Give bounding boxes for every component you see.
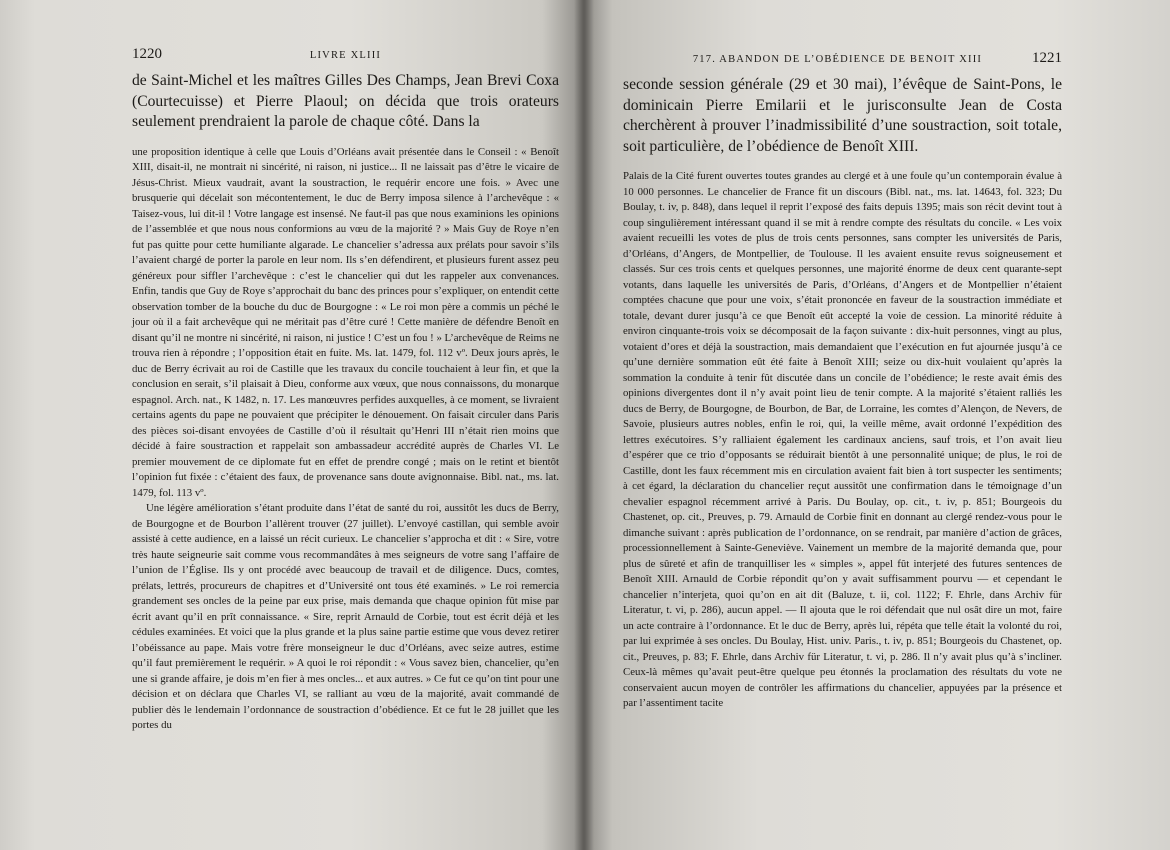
right-footnote: Palais de la Cité furent ouvertes toutes grandes au clergé et à une foule qu’un contemporain évalue à 10 000 personnes. Le chancelier de France fit un discours (Bibl. nat., ms. lat. 14643, fol. 323; Du Boulay, t. iv, p. 848), dans lequel il reprit l’exposé des faits depuis 1395; mais son récit devint tout à coup singulièrement intéressant quand il se mit à rendre compte des résultats du concile. « Les voix avaient recueilli les votes de plus de trois cents personnes, sans compter les universités de Paris, d’Orléans, d’Angers, de Montpellier, de Toulouse. Il les avaient ensuite revus soigneusement et classés. Sur ces trois cents et quelques personnes, une majorité énorme de deux cent quarante-sept votants, dans laquelle les universités de Paris, d’Orléans, d’Angers et de Montpellier n’étaient comptées chacune que pour une voix, s’était prononcée en faveur de la soustraction immédiate et totale, devant durer jusqu’à ce que Benoît eût accepté la voie de cession. La minorité réduite à environ cinquante-trois voix se décomposait de la façon suivante : dix-huit personnes, vingt au plus, votaient d’ores et déjà la soustraction, mais demandaient que l’exécution en fut ajournée jusqu’à ce qu’une dernière sommation eût été faite à Benoît XIII; seize ou dix-huit voulaient qu’après la sommation la conduite à tenir fût discutée dans un concile de l’obédience; le reste avait émis des opinions divergentes dont il n’y avait point lieu de tenir compte. A la majorité s’étaient ralliés les ducs de Berry, de Bourgogne, de Bourbon, de Bar, de Lorraine, les comtes d’Alençon, de Nevers, de Savoie, plusieurs autres nobles, enfin le roi, qui, la veille même, avait ordonné l’expédition des lettres exécutoires. S’y ralliaient également les cardinaux anciens, sauf trois, et l’on avait lieu d’espérer que ce trio d’opposants se réduirait bientôt à une personnalité unique; de plus, le roi de Castille, dont les faux récemment mis en circulation avaient fait bien à tort suspecter les sentiments; à cet égard, la déclaration du chancelier reçut aussitôt une confirmation dans le témoignage d’un chevalier espagnol récemment arrivé à Paris. Du Boulay, op. cit., t. iv, p. 851; Bourgeois du Chastenet, op. cit., Preuves, p. 79. Arnauld de Corbie finit en donnant au clergé rendez-vous pour le dimanche suivant : après publication de l’ordonnance, on se rendrait, par manière d’action de grâces, processionnellement à Sainte-Geneviève. Vainement un membre de la majorité demanda que, pour plus de sûreté et afin de tranquilliser les « simples », appel fût interjeté des futures sentences de Benoît XIII. Arnauld de Corbie répondit qu’on y avait suffisamment pourvu — et cependant le chancelier n’interjeta, quoi qu’on en ait dit (Baluze, t. ii, col. 1122; F. Ehrle, dans Archiv für Literatur, t. vi, p. 286), aucun appel. — Il ajouta que le roi défendait que nul osât dire un mot, faire un acte contraire à l’ordonnance. Et le duc de Berry, après lui, répéta que telle était la volonté du roi, par lui exprimée à ses oncles. Du Boulay, Hist. univ. Paris., t. iv, p. 851; Bourgeois du Chastenet, op. cit., Preuves, p. 83; F. Ehrle, dans Archiv für Literatur, t. vi, p. 286. Il n’y avait plus qu’à s’incliner. Ceux-là mêmes qu’avait peut-être quelque peu étonnés la proclamation des résultats du vote ne conservaient aucun moyen de contrôler les affirmations du chancelier, appuyées par la présence et par l’assentiment tacite <box>623 170 1062 709</box>
left-page <box>0 0 583 850</box>
left-running-head: LIVRE XLIII <box>309 50 382 61</box>
right-page <box>583 0 1170 850</box>
left-main-text: de Saint-Michel et les maîtres Gilles Des Champs, Jean Brevi Coxa (Courtecuisse) et Pierre Plaoul; on décida que trois orateurs seulement prendraient la parole de chaque côté. Dans la <box>132 72 559 130</box>
left-footnote-1: une proposition identique à celle que Louis d’Orléans avait présentée dans le Conseil : « Benoît XIII, disait-il, ne montrait ni sincérité, ni raison, ni justice... Il ne laissait pas d’être le vicaire de Jésus-Christ. Mieux vaudrait, avant la soustraction, le requérir encore une fois. » Avec une brusquerie qui décelait son mécontentement, le duc de Berry imposa silence à l’archevêque : « Taisez-vous, lui dit-il ! Votre langage est insensé. Ne faut-il pas que nous examinions les opinions de l’assemblée et que nous nous conformions au vœu de la majorité ? » Mais Guy de Roye n’en fut pas quitte pour cette humiliante algarade. Le chancelier s’adressa aux prélats pour savoir s’ils l’avaient chargé de porter la parole en leur nom. Ils s’en défendirent, et plusieurs furent assez peu généreux pour siffler l’archevêque : c’est le chancelier qui dut les rappeler aux convenances. Enfin, tandis que Guy de Roye s’approchait du banc des princes pour s’expliquer, on entendit cette observation tomber de la bouche du duc de Bourgogne : « Le roi mon père a commis un péché le jour où il a fait archevêque qui ne méritait pas d’être curé ! Cette manière de défendre Benoît en disant qu’il ne montre ni sincérité, ni raison, ni justice ! C’est un fou ! » L’archevêque de Reims ne trouva rien à répondre ; l’opposition était en fuite. Ms. lat. 1479, fol. 112 vº. Deux jours après, le duc de Berry écrivait au roi de Castille que les travaux du concile touchaient à leur fin, et que la conclusion en serait, s’il plaisait à Dieu, conforme aux vœux, que nous connaissons, du monarque espagnol. Arch. nat., K 1482, n. 17. Les manœuvres perfides auxquelles, à ce moment, se livraient certains agents du pape ne pouvaient que précipiter le dénouement. On faisait circuler dans Paris des pièces soi-disant envoyées de Castille d’où il résultait qu’Henri III n’était rien moins que décidé à faire soustraction et rappelait son ambassadeur accrédité auprès de Charles VI. Le premier mouvement de ce diplomate fut en effet de prendre congé ; mais on le retint et bientôt l’opinion fut fixée : c’étaient des faux, de provenance sans doute avignonnaise. Bibl. nat., ms. lat. 1479, fol. 113 vº. <box>132 145 559 499</box>
right-main-text: seconde session générale (29 et 30 mai), l’évêque de Saint-Pons, le dominicain Pierre Emilarii et le jurisconsulte Jean de Costa cherchèrent à prouver l’inadmissibilité d’une soustraction, soit totale, soit particulière, de l’obédience de Benoît XIII. <box>623 76 1062 155</box>
left-footnote-2: Une légère amélioration s’étant produite dans l’état de santé du roi, aussitôt les ducs de Berry, de Bourgogne et de Bourbon l’allèrent trouver (27 juillet). L’envoyé castillan, qui semble avoir assisté à cette audience, en a laissé un récit curieux. Le chancelier s’approcha et dit : « Sire, votre très haute seigneurie sait comme vous recommandâtes à mes seigneurs de votre sang l’affaire de l’union de l’Église. Ils y ont procédé avec beaucoup de travail et de diligence. Ducs, comtes, prélats, lettrés, procureurs de chapitres et d’Université ont tous été examinés. » Le roi remercia grandement ses oncles de la peine par eux prise, mais demanda que chaque opinion fût mise par écrit avant qu’il en prît connaissance. « Sire, reprit Arnauld de Corbie, tout est écrit déjà et les cédules examinées. Et voici que la plus grande et la plus saine partie estime que vous devez retirer l’obéissance au pape. Mais votre frère monseigneur le duc d’Orléans, avec seize autres, estime qu’il faut premièrement le requérir. » A quoi le roi répondit : « Vous savez bien, chancelier, qu’en une si grande affaire, je dois m’en fier à mes oncles... et aux autres. » Ce fut ce qu’on tint pour une décision et on déclara que Charles VI, se ralliant au vœu de la majorité, avait commandé de publier dès le lendemain l’ordonnance de soustraction d’obédience. Et ce fut le 28 juillet que les portes du <box>132 502 559 731</box>
left-running-header <box>132 46 559 63</box>
right-page-number: 1221 <box>1031 50 1062 66</box>
left-page-number: 1220 <box>132 46 162 62</box>
right-running-header <box>623 50 1062 67</box>
right-running-head: 717. ABANDON DE L’OBÉDIENCE DE BENOIT XIII <box>692 54 983 65</box>
book-gutter <box>574 0 594 850</box>
